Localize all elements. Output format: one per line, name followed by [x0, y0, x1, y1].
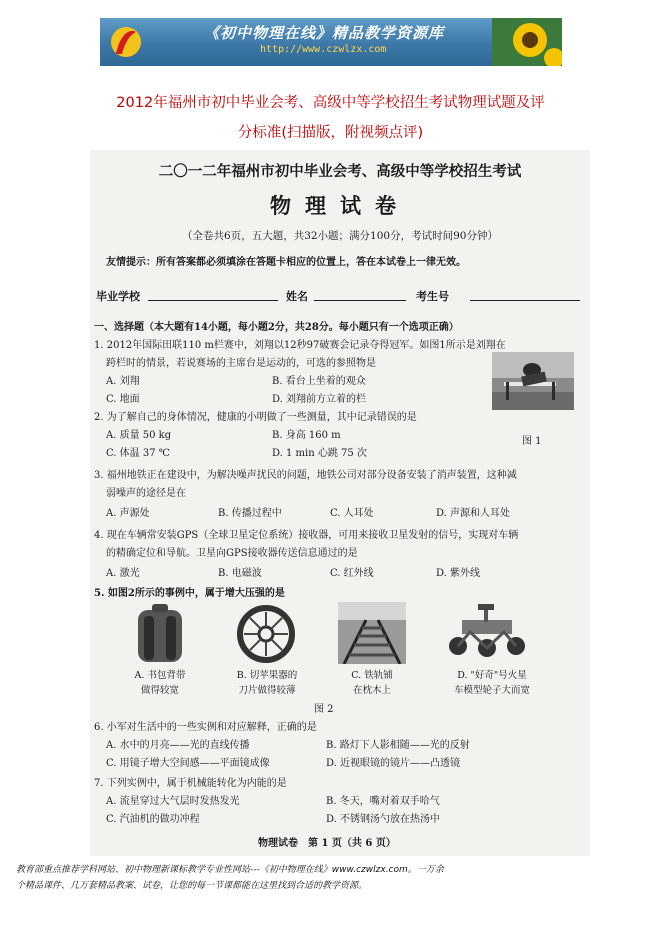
q4-option-a: A. 激光: [106, 568, 140, 579]
q7-option-b: B. 冬天，嘴对着双手哈气: [326, 796, 440, 807]
q2-stem: 2. 为了解自己的身体情况，健康的小明做了一些测量，其中记录错误的是: [94, 412, 417, 423]
school-blank: [148, 300, 278, 301]
q1-option-a: A. 刘翔: [106, 376, 140, 387]
figure2-label: 图 2: [314, 704, 334, 715]
bottom-note-line1: 教育部重点推荐学科网站、初中物理新课标教学专业性网站---《初中物理在线》www.czwlzx.com。一万余: [16, 865, 444, 875]
q5-option-b-line2: 刀片做得较薄: [238, 685, 296, 696]
q6-option-b: B. 路灯下人影相随——光的反射: [326, 740, 470, 751]
bottom-promo-note: [16, 862, 646, 894]
q6-option-d: D. 近视眼镜的镜片——凸透镜: [326, 758, 461, 769]
exam-header: 二〇一二年福州市初中毕业会考、高级中等学校招生考试: [158, 163, 522, 180]
q5-stem: 5. 如图2所示的事例中，属于增大压强的是: [94, 588, 285, 599]
exam-no-label: 考生号: [416, 290, 449, 303]
name-label: 姓名: [286, 290, 308, 303]
figure2-mars-rover-photo: [440, 602, 534, 664]
sunflower-icon: [492, 18, 562, 66]
q3-option-d: D. 声源和人耳处: [436, 508, 511, 519]
q7-option-d: D. 不锈钢汤勺放在热汤中: [326, 814, 441, 825]
q5-option-a-line2: 做得较宽: [140, 685, 179, 696]
name-blank: [314, 300, 406, 301]
q1-line1: 1. 2012年国际田联110 m栏赛中，刘翔以12秒97破赛会记录夺得冠军。如图1所示是刘翔在: [94, 340, 506, 351]
exam-info: （全卷共6页，五大题，共32小题；满分100分，考试时间90分钟）: [182, 230, 498, 242]
q3-option-a: A. 声源处: [106, 508, 150, 519]
figure2-caption-c: [326, 668, 418, 698]
scanned-exam-page: [90, 150, 590, 856]
q5-option-d-line2: 车模型轮子大而宽: [453, 685, 530, 696]
q3-line2: 弱噪声的途径是在: [106, 488, 186, 499]
q2-option-c: C. 体温 37 ℃: [106, 448, 170, 459]
q1-line2: 跨栏时的情景，若说赛场的主席台是运动的，可选的参照物是: [106, 358, 376, 369]
banner-title: 《初中物理在线》精品教学资源库: [204, 24, 445, 42]
q2-option-d: D. 1 min 心跳 75 次: [272, 448, 367, 459]
q5-option-c-line2: 在枕木上: [352, 685, 391, 696]
q4-option-b: B. 电磁波: [218, 568, 262, 579]
banner-url[interactable]: http://www.czwlzx.com: [260, 44, 387, 55]
exam-title: 物理试卷: [270, 193, 410, 218]
bottom-note-line2: 个精品课件、几万套精品教案、试卷，让您的每一节课都能在这里找到合适的教学资源。: [16, 881, 368, 891]
q5-option-d-line1: D. "好奇"号火星: [457, 670, 527, 681]
figure2-caption-a: [110, 668, 210, 698]
q5-option-c-line1: C. 铁轨铺: [351, 670, 393, 681]
q6-option-c: C. 用镜子增大空间感——平面镜成像: [106, 758, 270, 769]
q6-stem: 6. 小军对生活中的一些实例和对应解释，正确的是: [94, 722, 317, 733]
figure2-backpack-photo: [126, 602, 194, 666]
q5-option-b-line1: B. 切苹果器的: [236, 670, 298, 681]
figure1-hurdler-photo: [492, 352, 574, 410]
q7-option-a: A. 流星穿过大气层时发热发光: [106, 796, 240, 807]
document-title: [60, 88, 601, 148]
figure2-apple-slicer-photo: [234, 602, 298, 666]
q1-option-b: B. 看台上坐着的观众: [272, 376, 366, 387]
q6-option-a: A. 水中的月亮——光的直线传播: [106, 740, 250, 751]
document-title-line1: 2012年福州市初中毕业会考、高级中等学校招生考试物理试题及评: [116, 95, 545, 111]
page-footer: 物理试卷 第 1 页（共 6 页）: [258, 838, 396, 849]
q3-option-c: C. 人耳处: [330, 508, 374, 519]
site-logo-icon: [106, 24, 146, 60]
q4-option-d: D. 紫外线: [436, 568, 481, 579]
site-banner: [100, 18, 562, 66]
q2-option-a: A. 质量 50 kg: [106, 430, 172, 441]
q7-option-c: C. 汽油机的做功冲程: [106, 814, 200, 825]
figure2-caption-d: [430, 668, 554, 698]
q1-option-d: D. 刘翔前方立着的栏: [272, 394, 367, 405]
school-label: 毕业学校: [96, 290, 140, 303]
exam-no-blank: [470, 300, 580, 301]
q4-line1: 4. 现在车辆常安装GPS（全球卫星定位系统）接收器，可用来接收卫星发射的信号，实现对车辆: [94, 530, 519, 541]
q4-option-c: C. 红外线: [330, 568, 374, 579]
section1-heading: 一、选择题（本大题有14小题，每小题2分，共28分。每小题只有一个选项正确）: [94, 322, 459, 333]
q3-line1: 3. 福州地铁正在建设中，为解决噪声扰民的问题，地铁公司对部分设备安装了消声装置，这种减: [94, 470, 517, 481]
q4-line2: 的精确定位和导航。卫星向GPS接收器传送信息通过的是: [106, 548, 358, 559]
q2-option-b: B. 身高 160 m: [272, 430, 341, 441]
figure2-caption-b: [214, 668, 320, 698]
figure2-railway-photo: [338, 602, 406, 664]
document-title-line2: 分标准(扫描版，附视频点评): [237, 125, 424, 141]
q5-option-a-line1: A. 书包背带: [134, 670, 186, 681]
figure1-caption: 图 1: [522, 436, 542, 447]
q3-option-b: B. 传播过程中: [218, 508, 282, 519]
q7-stem: 7. 下列实例中，属于机械能转化为内能的是: [94, 778, 287, 789]
friendly-tips: 友情提示：所有答案都必须填涂在答题卡相应的位置上，答在本试卷上一律无效。: [106, 257, 466, 268]
q1-option-c: C. 地面: [106, 394, 140, 405]
